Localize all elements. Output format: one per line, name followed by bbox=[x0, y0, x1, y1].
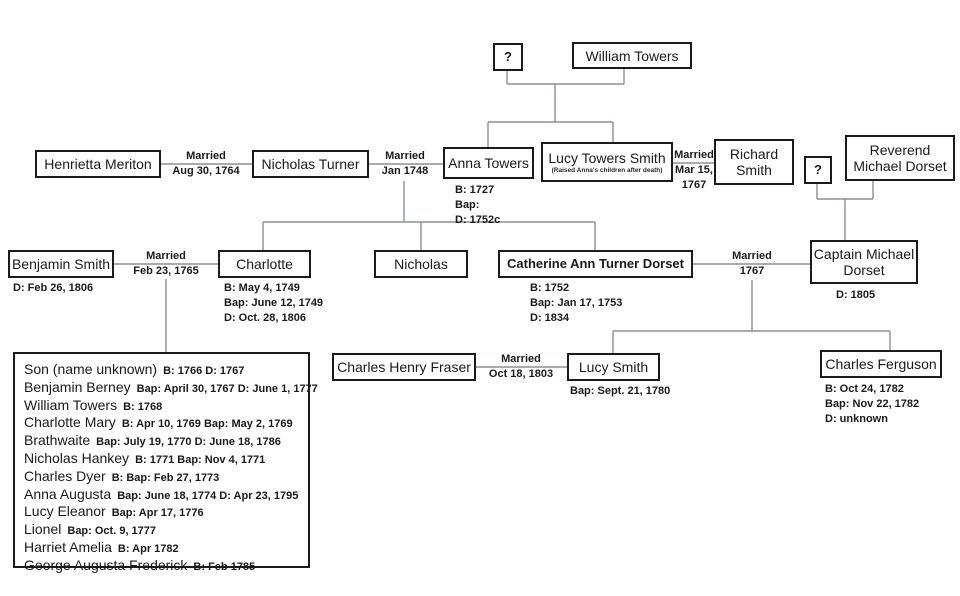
death-date: D: 1752c bbox=[455, 214, 501, 226]
child-row bbox=[24, 414, 299, 432]
child-dates: Bap: April 30, 1767 D: June 1, 1777 bbox=[136, 382, 318, 395]
child-name: Harriet Amelia bbox=[24, 538, 112, 555]
person-dates-charles-ferguson bbox=[825, 382, 919, 427]
death-date: D: Feb 26, 1806 bbox=[13, 282, 94, 294]
marriage-label-benjamin-charlotte bbox=[121, 249, 211, 279]
birth-date: B: 1727 bbox=[455, 184, 495, 196]
person-box-nicholas bbox=[374, 250, 468, 278]
person-dates-anna-towers bbox=[455, 183, 500, 228]
person-name: Charles Henry Fraser bbox=[337, 359, 471, 375]
child-dates: B: 1766 D: 1767 bbox=[163, 365, 245, 377]
child-name: Son (name unknown) bbox=[24, 361, 158, 377]
birth-date: B: May 4, 1749 bbox=[224, 282, 300, 294]
child-dates: Bap: Apr 17, 1776 bbox=[111, 507, 204, 520]
child-dates: B: Feb 1785 bbox=[193, 560, 256, 573]
marriage-word: Married bbox=[501, 353, 541, 365]
marriage-date: Oct 18, 1803 bbox=[488, 368, 554, 380]
person-box-benjamin-smith bbox=[8, 250, 114, 278]
child-name: Lionel bbox=[24, 521, 62, 538]
child-dates: B: 1768 bbox=[123, 400, 163, 413]
person-name: Nicholas Turner bbox=[261, 156, 360, 172]
person-dates-captain-michael-dorset bbox=[836, 288, 875, 303]
children-list-box bbox=[13, 352, 318, 573]
person-box-charles-henry-fraser bbox=[332, 353, 476, 381]
baptism-date: Bap: bbox=[455, 199, 480, 211]
child-dates: Bap: Oct. 9, 1777 bbox=[67, 525, 157, 538]
person-name: Charlotte bbox=[236, 256, 293, 272]
marriage-date: Jan 1748 bbox=[381, 165, 429, 177]
child-dates: Bap: July 19, 1770 D: June 18, 1786 bbox=[96, 436, 281, 449]
person-name: Charles Ferguson bbox=[825, 356, 937, 372]
person-box-unknown-dorset-spouse bbox=[804, 156, 832, 184]
marriage-date: Feb 23, 1765 bbox=[133, 265, 199, 277]
person-name: Lucy Towers Smith bbox=[548, 149, 666, 166]
child-name: Nicholas Hankey bbox=[24, 449, 130, 466]
birth-date: B: 1752 bbox=[530, 282, 570, 294]
person-name: Richard Smith bbox=[729, 146, 779, 178]
person-dates-catherine bbox=[530, 281, 622, 326]
child-dates: B: Apr 1782 bbox=[117, 542, 179, 555]
person-box-reverend-michael-dorset bbox=[845, 135, 955, 181]
baptism-date: Bap: Sept. 21, 1780 bbox=[570, 385, 671, 397]
person-box-nicholas-turner bbox=[252, 150, 369, 178]
baptism-date: Bap: Nov 22, 1782 bbox=[825, 398, 920, 410]
marriage-date: Mar 15, bbox=[675, 164, 713, 176]
child-dates: B: Bap: Feb 27, 1773 bbox=[111, 471, 220, 484]
death-date: D: 1834 bbox=[530, 312, 570, 324]
person-name: Anna Towers bbox=[448, 155, 529, 171]
person-box-charles-ferguson bbox=[820, 350, 942, 378]
child-name: George Augusta Frederick bbox=[24, 556, 188, 573]
child-row bbox=[24, 378, 318, 397]
marriage-word: Married bbox=[186, 150, 226, 162]
person-name: William Towers bbox=[585, 47, 679, 64]
person-name: Lucy Smith bbox=[578, 359, 649, 375]
child-row bbox=[24, 361, 299, 379]
child-dates: B: Apr 10, 1769 Bap: May 2, 1769 bbox=[121, 418, 293, 431]
person-name: Henrietta Meriton bbox=[44, 156, 152, 172]
child-name: Charles Dyer bbox=[24, 467, 106, 484]
marriage-label-fraser-lucy bbox=[476, 352, 566, 382]
person-box-captain-michael-dorset bbox=[810, 240, 918, 284]
person-dates-charlotte bbox=[224, 281, 323, 326]
marriage-label-catherine-captain bbox=[707, 249, 797, 279]
person-box-william-towers bbox=[572, 42, 692, 69]
marriage-label-meriton-turner bbox=[161, 149, 251, 179]
child-row bbox=[24, 503, 299, 521]
death-date: D: Oct. 28, 1806 bbox=[224, 312, 306, 324]
child-row bbox=[24, 486, 299, 504]
person-name: ? bbox=[504, 49, 512, 64]
child-name: Lucy Eleanor bbox=[24, 503, 106, 520]
marriage-word: Married bbox=[146, 250, 186, 262]
person-name: Captain Michael Dorset bbox=[813, 246, 915, 278]
baptism-date: Bap: June 12, 1749 bbox=[224, 297, 324, 309]
marriage-word: Married bbox=[732, 250, 772, 262]
death-date: D: 1805 bbox=[836, 289, 876, 301]
child-row bbox=[24, 468, 299, 486]
child-dates: Bap: June 18, 1774 D: Apr 23, 1795 bbox=[117, 489, 299, 502]
person-name: Reverend Michael Dorset bbox=[853, 142, 947, 174]
child-name: William Towers bbox=[24, 396, 118, 413]
person-box-lucy-smith bbox=[567, 353, 660, 381]
marriage-date: Aug 30, 1764 bbox=[172, 165, 240, 177]
person-box-catherine-ann-turner-dorset bbox=[498, 250, 693, 278]
person-box-henrietta-meriton bbox=[35, 150, 161, 178]
child-name: Anna Augusta bbox=[24, 485, 112, 502]
person-box-richard-smith bbox=[714, 139, 794, 185]
child-row bbox=[24, 539, 299, 557]
child-row bbox=[24, 397, 299, 415]
death-date: D: unknown bbox=[825, 413, 888, 425]
marriage-word: Married bbox=[385, 150, 425, 162]
child-dates: B: 1771 Bap: Nov 4, 1771 bbox=[135, 453, 266, 466]
marriage-date: 1767 bbox=[739, 265, 765, 277]
person-name: Catherine Ann Turner Dorset bbox=[507, 256, 684, 271]
person-name: ? bbox=[814, 162, 822, 177]
person-dates-benjamin-smith bbox=[13, 281, 93, 296]
child-name: Brathwaite bbox=[24, 432, 91, 449]
child-row bbox=[24, 557, 299, 575]
birth-date: B: Oct 24, 1782 bbox=[825, 383, 904, 395]
child-row bbox=[24, 450, 299, 468]
person-box-anna-towers bbox=[443, 147, 534, 179]
person-name: Nicholas bbox=[394, 256, 448, 272]
person-dates-lucy-smith bbox=[570, 384, 670, 399]
child-name: Benjamin Berney bbox=[24, 378, 131, 395]
marriage-word: Married bbox=[674, 149, 714, 161]
child-row bbox=[24, 432, 299, 450]
marriage-date: 1767 bbox=[681, 179, 707, 191]
person-note: (Raised Anna's children after death) bbox=[551, 166, 663, 174]
marriage-label-turner-towers bbox=[360, 149, 450, 179]
person-name: Benjamin Smith bbox=[11, 256, 111, 272]
person-box-charlotte bbox=[218, 250, 311, 278]
baptism-date: Bap: Jan 17, 1753 bbox=[530, 297, 623, 309]
child-row bbox=[24, 521, 299, 539]
child-name: Charlotte Mary bbox=[24, 414, 116, 431]
person-box-unknown-towers-spouse bbox=[493, 43, 523, 71]
